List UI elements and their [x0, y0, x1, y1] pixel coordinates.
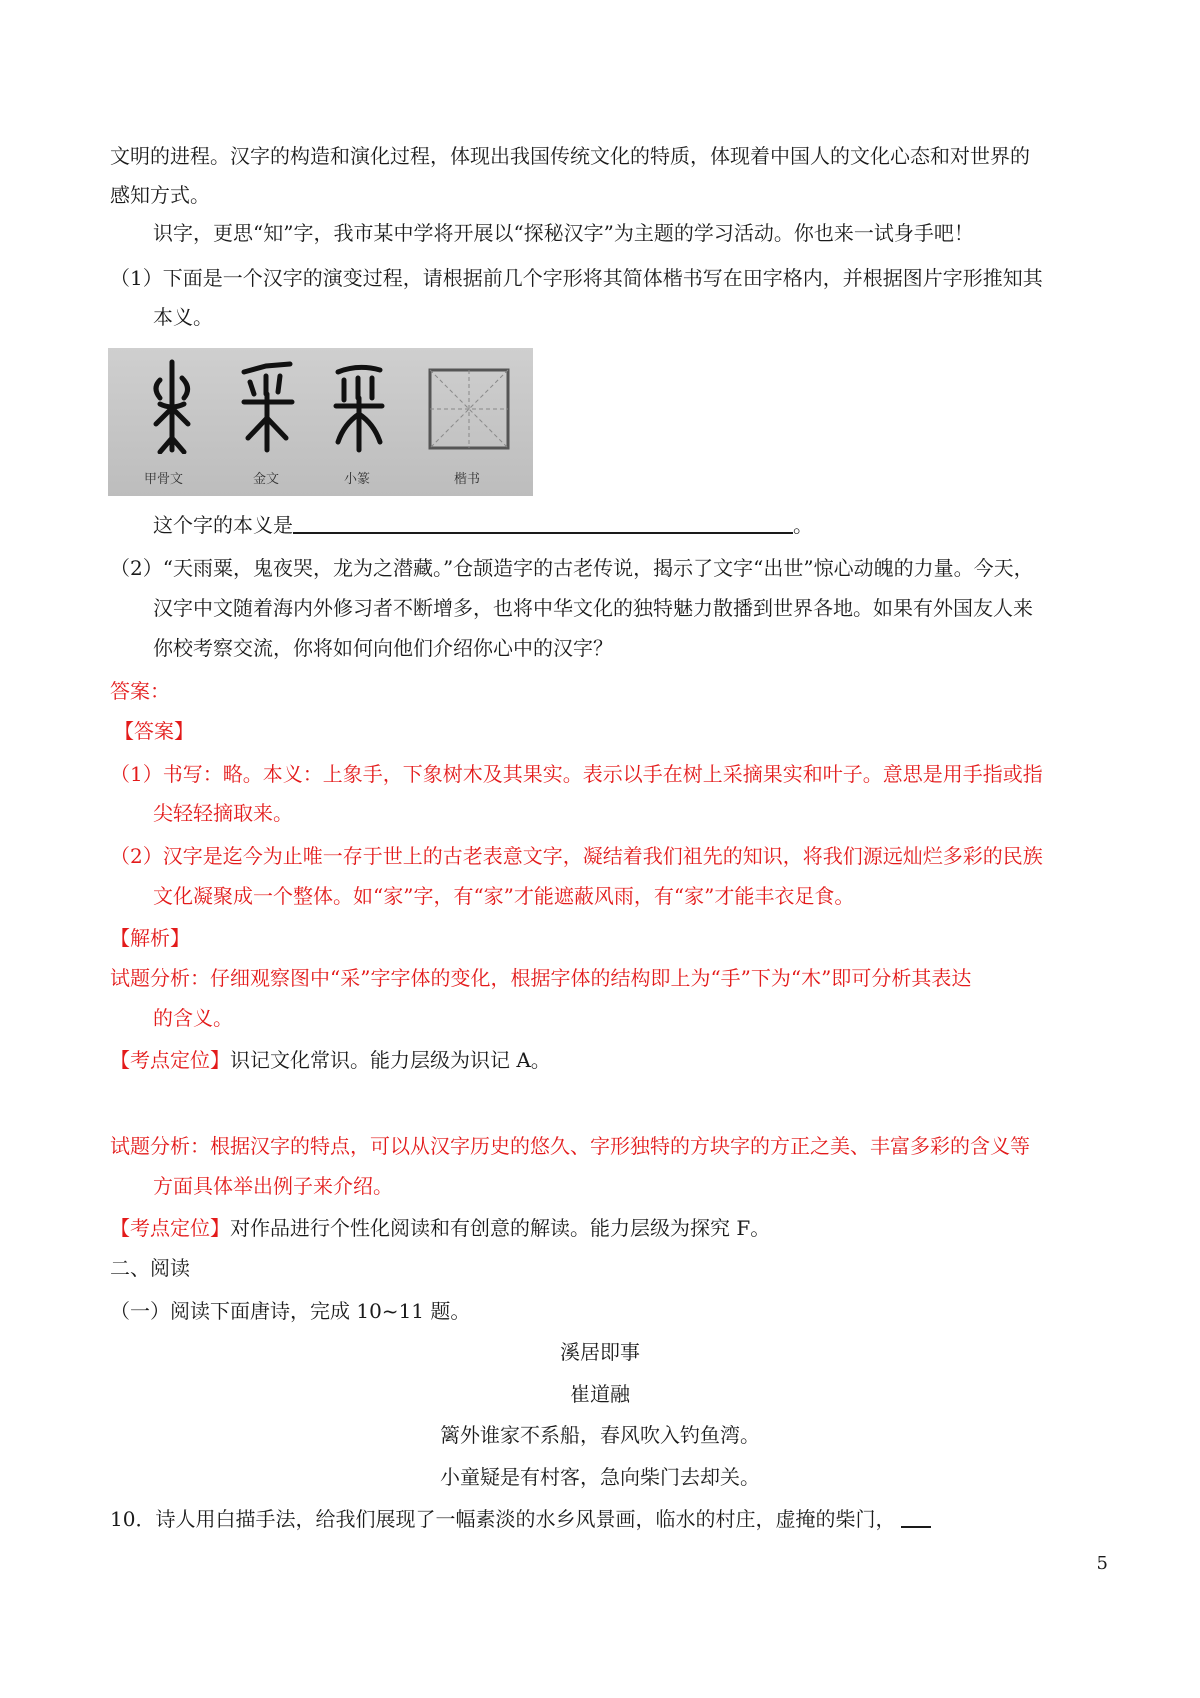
answer-1-line-2: 尖轻轻摘取来。 — [153, 801, 293, 825]
kaodian-2-text: 对作品进行个性化阅读和有创意的解读。能力层级为探究 F。 — [230, 1216, 771, 1240]
q1-line-1: （1）下面是一个汉字的演变过程，请根据前几个字形将其简体楷书写在田字格内，并根据图片字形推知其 — [110, 266, 1043, 290]
analysis-2-line-1: 试题分析：根据汉字的特点，可以从汉字历史的悠久、字形独特的方块字的方正之美、丰富多彩的含义等 — [110, 1134, 1030, 1158]
intro-line-2: 感知方式。 — [110, 183, 210, 207]
poem-title: 溪居即事 — [560, 1340, 640, 1364]
caption-small-seal: 小篆 — [344, 472, 371, 487]
q1-line-2: 本义。 — [153, 305, 213, 329]
oracle-bone-glyph-image — [146, 358, 198, 454]
q1-blank-suffix: 。 — [793, 513, 813, 537]
question-10-text: 10．诗人用白描手法，给我们展现了一幅素淡的水乡风景画，临水的村庄，虚掩的柴门， — [110, 1507, 896, 1531]
answer-2-line-2: 文化凝聚成一个整体。如“家”字，有“家”才能遮蔽风雨，有“家”才能丰衣足食。 — [153, 884, 855, 908]
reading-section-heading: 二、阅读 — [110, 1256, 190, 1280]
poem-line-1: 篱外谁家不系船，春风吹入钓鱼湾。 — [440, 1423, 760, 1447]
small-seal-glyph-image — [330, 358, 388, 454]
tianzige-grid[interactable] — [428, 368, 510, 450]
kaodian-1-tag: 【考点定位】 — [110, 1048, 230, 1072]
page-number: 5 — [1096, 1553, 1108, 1574]
analysis-1-line-2: 的含义。 — [153, 1006, 233, 1030]
kaodian-1 — [110, 1046, 1105, 1074]
q1-answer-line — [153, 511, 1148, 539]
caption-regular-script: 楷书 — [454, 472, 481, 487]
kaodian-1-text: 识记文化常识。能力层级为识记 A。 — [230, 1048, 551, 1072]
reading-subheading: （一）阅读下面唐诗，完成 10~11 题。 — [110, 1299, 471, 1323]
answer-1-line-1: （1）书写：略。本义：上象手，下象树木及其果实。表示以手在树上采摘果实和叶子。意思是用手指或指 — [110, 762, 1043, 786]
q1-answer-blank[interactable] — [293, 512, 793, 534]
q2-line-1: （2）“天雨粟，鬼夜哭，龙为之潜藏。”仓颉造字的古老传说，揭示了文字“出世”惊心动魄的力量。今天， — [110, 556, 1034, 580]
answer-bracket: 【答案】 — [114, 719, 194, 743]
intro-line-3: 识字，更思“知”字，我市某中学将开展以“探秘汉字”为主题的学习活动。你也来一试身手吧！ — [153, 221, 974, 245]
kaodian-2-tag: 【考点定位】 — [110, 1216, 230, 1240]
character-evolution-figure — [108, 348, 533, 496]
caption-bronze: 金文 — [253, 472, 280, 487]
answer-label: 答案： — [110, 679, 170, 703]
analysis-2-line-2: 方面具体举出例子来介绍。 — [153, 1174, 393, 1198]
q2-line-3: 你校考察交流，你将如何向他们介绍你心中的汉字？ — [153, 636, 613, 660]
question-10 — [110, 1505, 1105, 1533]
poem-line-2: 小童疑是有村客，急向柴门去却关。 — [440, 1465, 760, 1489]
q2-line-2: 汉字中文随着海内外修习者不断增多，也将中华文化的独特魅力散播到世界各地。如果有外国友人来 — [153, 596, 1033, 620]
question-10-blank[interactable] — [901, 1506, 931, 1528]
analysis-1-line-1: 试题分析：仔细观察图中“采”字字体的变化，根据字体的结构即上为“手”下为“木”即可分析其表达 — [110, 966, 972, 990]
q1-blank-prefix: 这个字的本义是 — [153, 513, 293, 537]
bronze-inscription-glyph-image — [236, 358, 298, 454]
poem-author: 崔道融 — [570, 1382, 630, 1406]
analysis-title: 【解析】 — [110, 926, 190, 950]
caption-oracle-bone: 甲骨文 — [144, 472, 184, 487]
intro-line-1: 文明的进程。汉字的构造和演化过程，体现出我国传统文化的特质，体现着中国人的文化心态和对世界的 — [110, 144, 1030, 168]
answer-2-line-1: （2）汉字是迄今为止唯一存于世上的古老表意文字，凝结着我们祖先的知识，将我们源远灿烂多彩的民族 — [110, 844, 1043, 868]
kaodian-2 — [110, 1214, 1105, 1242]
